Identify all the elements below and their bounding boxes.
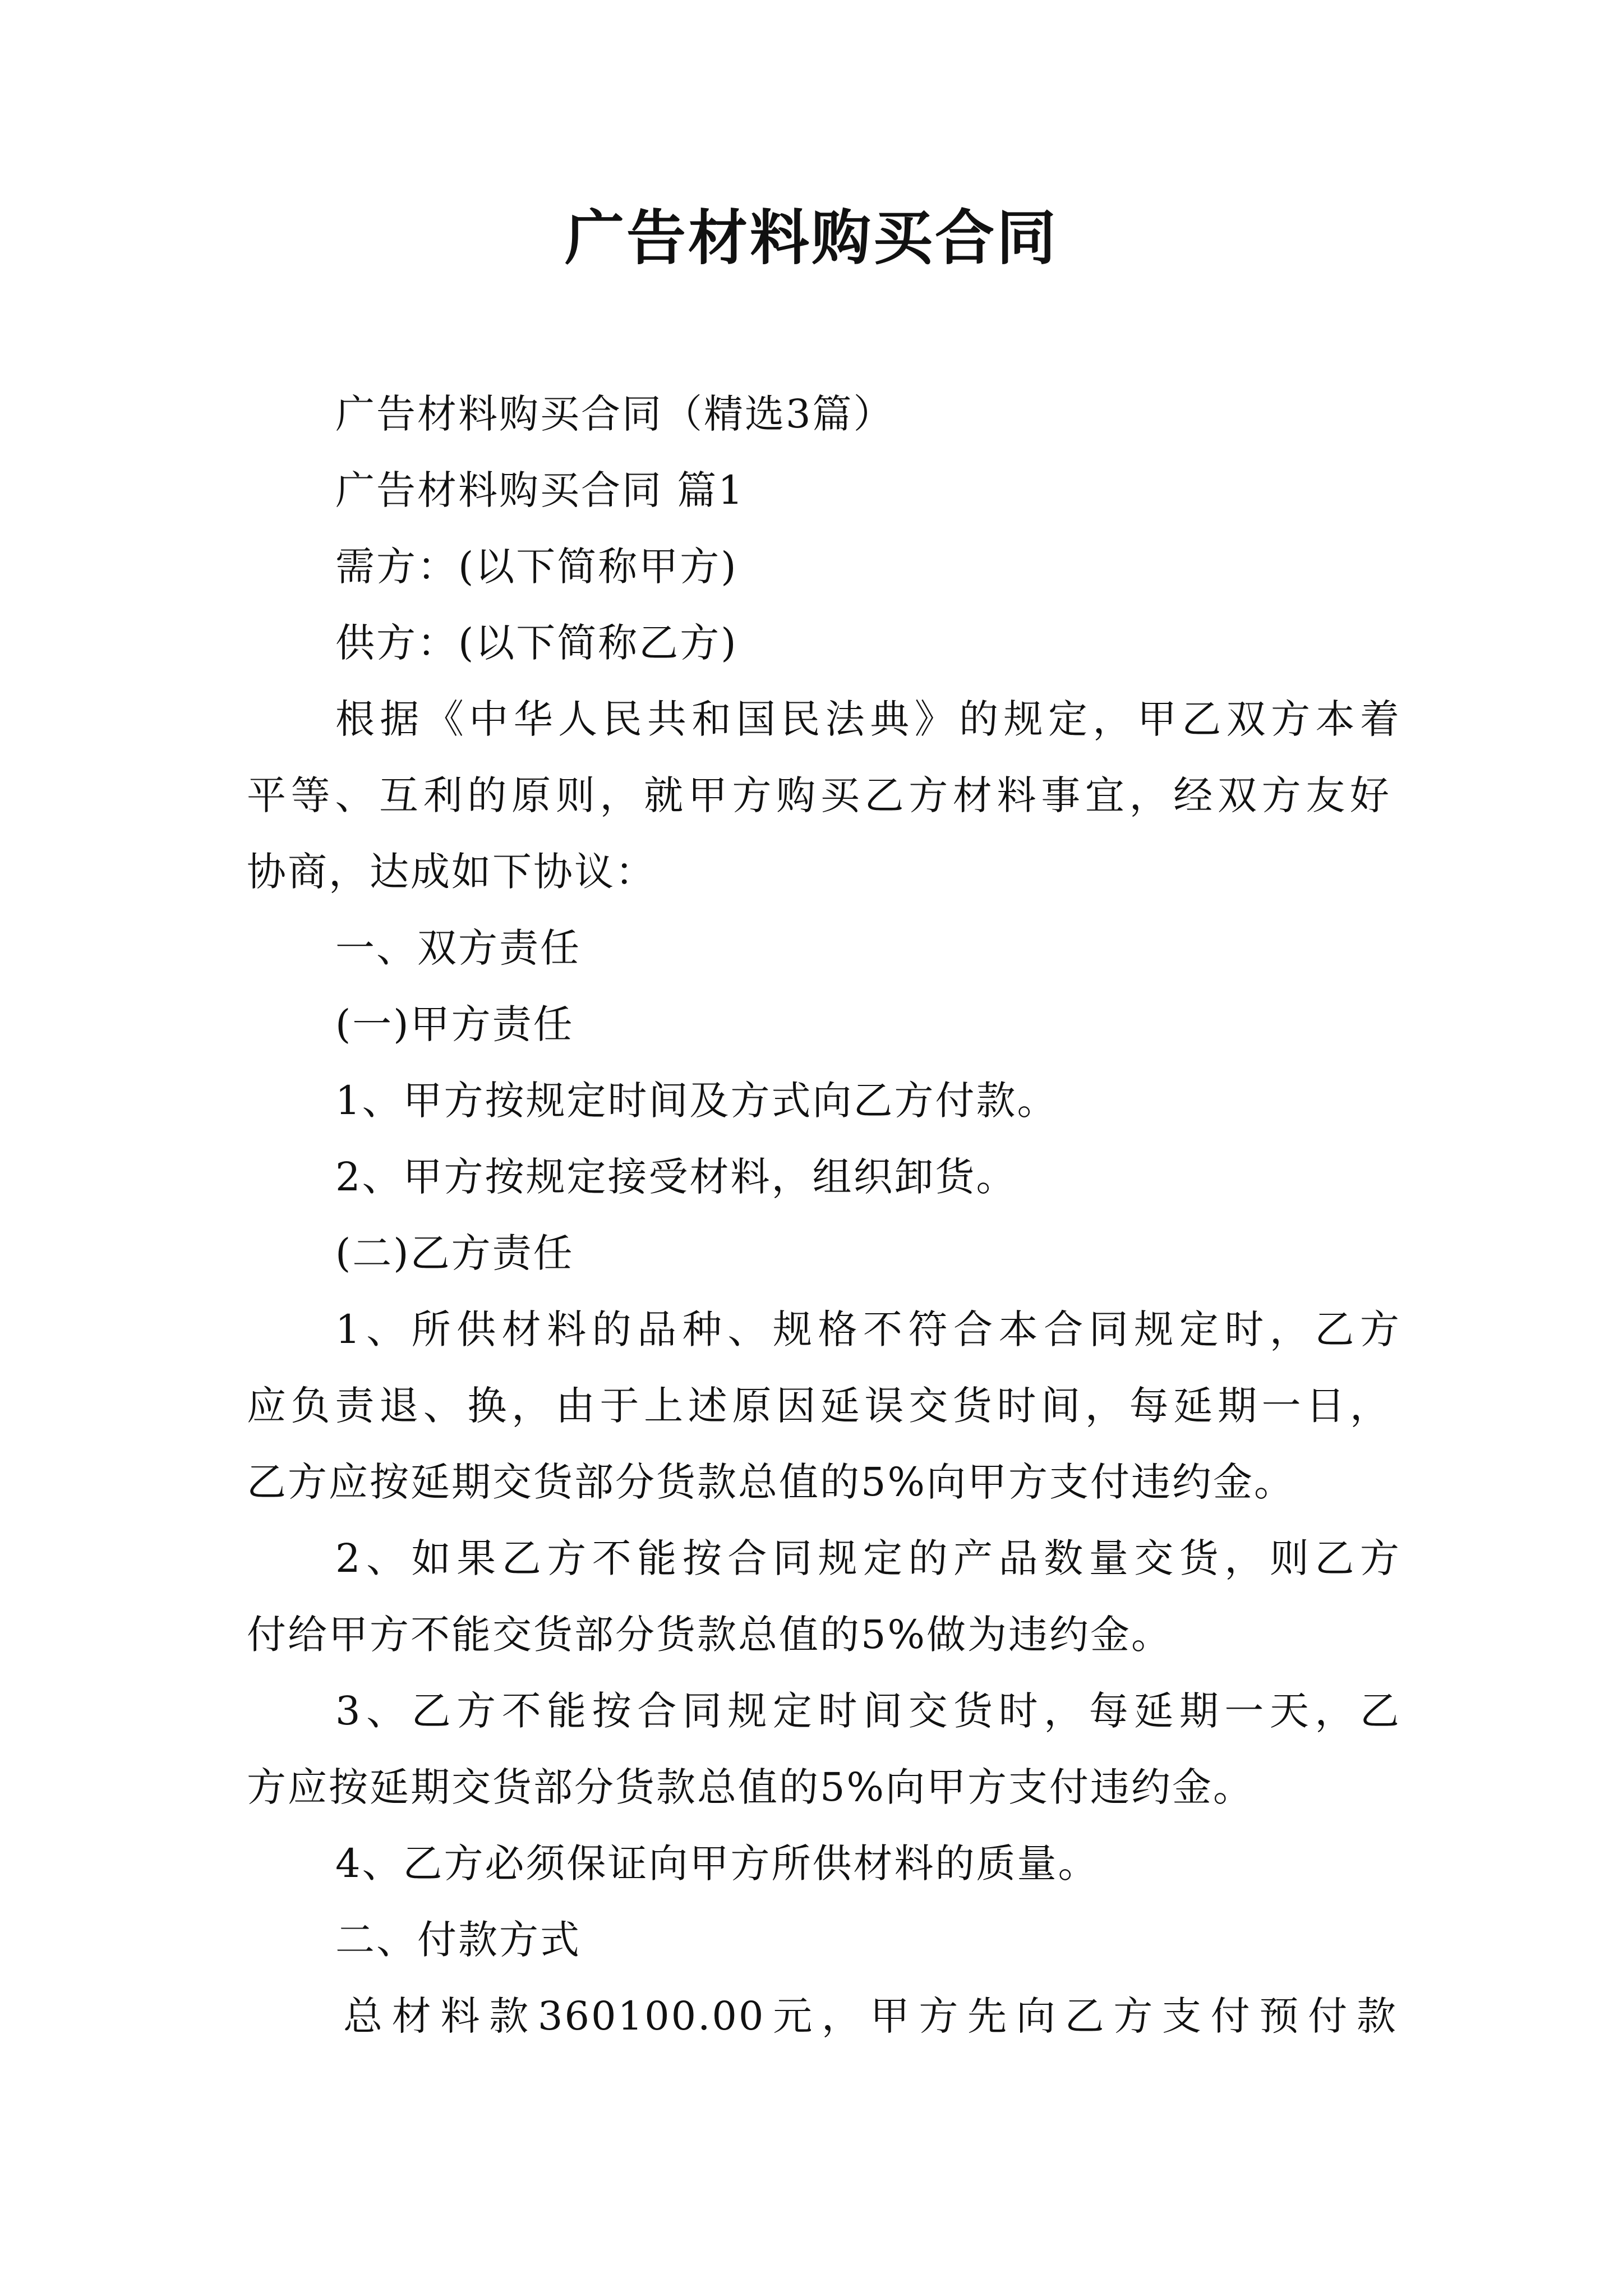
paragraph-line: 总材料款360100.00元，甲方先向乙方支付预付款: [343, 1993, 1398, 2039]
paragraph-line: 应负责退、换，由于上述原因延误交货时间，每延期一日，: [247, 1383, 1391, 1429]
paragraph-line: 根据《中华人民共和国民法典》的规定，甲乙双方本着: [335, 696, 1401, 742]
paragraph-line: 付给甲方不能交货部分货款总值的5%做为违约金。: [247, 1612, 1173, 1658]
clause-heading: 二、付款方式: [335, 1917, 581, 1963]
paragraph-line: 3、乙方不能按合同规定时间交货时，每延期一天，乙: [335, 1688, 1401, 1734]
paragraph-line: 方应按延期交货部分货款总值的5%向甲方支付违约金。: [247, 1764, 1255, 1810]
paragraph-line: 乙方应按延期交货部分货款总值的5%向甲方支付违约金。: [247, 1459, 1295, 1505]
clause-item: 4、乙方必须保证向甲方所供材料的质量。: [335, 1841, 1099, 1887]
clause-item: 2、甲方按规定接受材料，组织卸货。: [335, 1154, 1017, 1200]
clause-item: 1、甲方按规定时间及方式向乙方付款。: [335, 1078, 1058, 1124]
document-title: 广告材料购买合同: [565, 204, 1058, 273]
paragraph-line: 2、如果乙方不能按合同规定的产品数量交货，则乙方: [335, 1535, 1401, 1581]
paragraph-line: 协商，达成如下协议：: [247, 849, 656, 895]
supplier-line: 供方：(以下简称乙方): [335, 620, 738, 666]
clause-heading: (二)乙方责任: [335, 1230, 574, 1276]
paragraph-line: 平等、互利的原则，就甲方购买乙方材料事宜，经双方友好: [247, 772, 1391, 818]
paragraph-line: 1、所供材料的品种、规格不符合本合同规定时，乙方: [335, 1306, 1401, 1352]
subtitle-line: 广告材料购买合同（精选3篇）: [335, 391, 895, 437]
section-heading: 广告材料购买合同 篇1: [335, 467, 745, 513]
clause-heading: 一、双方责任: [335, 925, 581, 971]
clause-heading: (一)甲方责任: [335, 1001, 574, 1047]
buyer-line: 需方：(以下简称甲方): [335, 544, 738, 590]
